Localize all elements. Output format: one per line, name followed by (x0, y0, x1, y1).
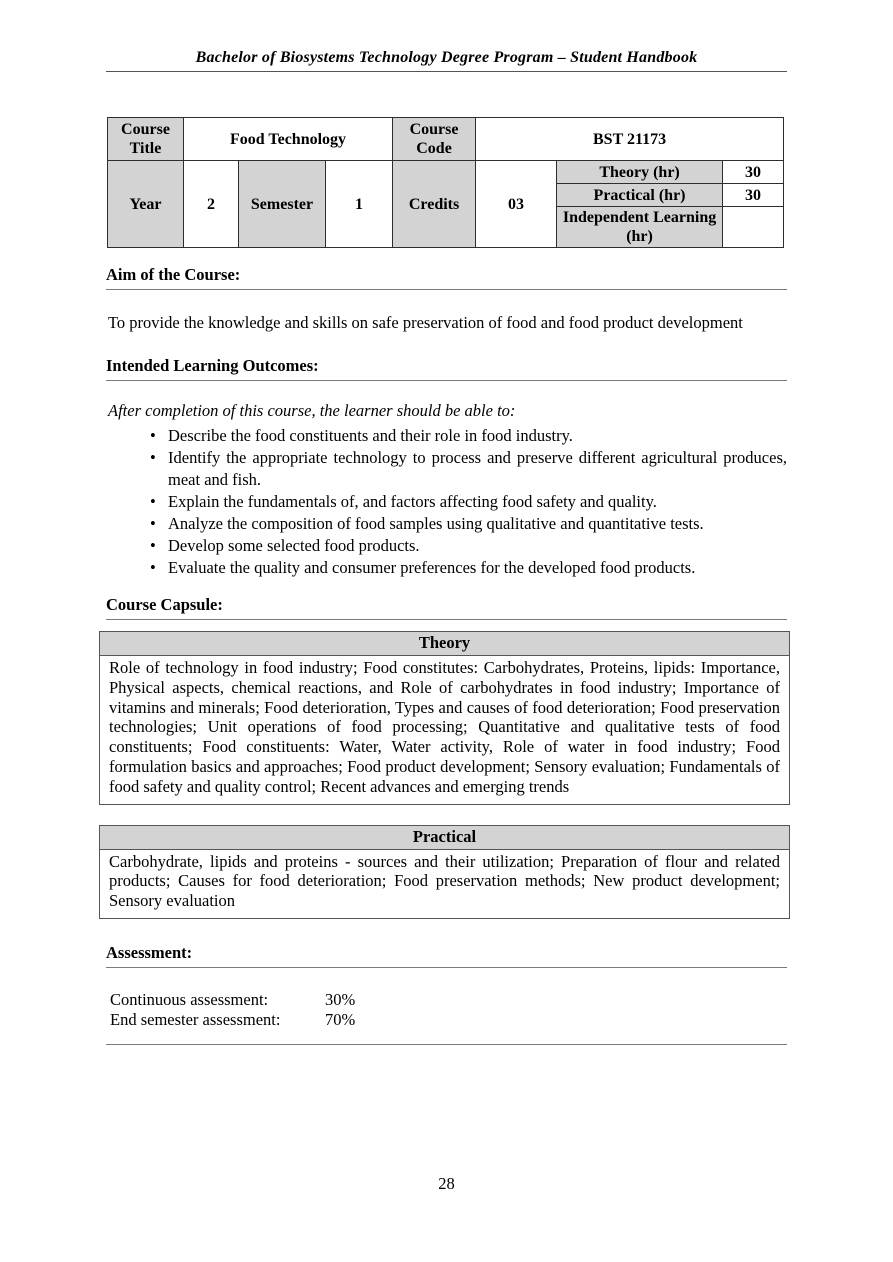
bullet-item: • Evaluate the quality and consumer preferences for the developed food products. (108, 557, 787, 579)
ilo-heading-block (106, 356, 787, 381)
credits-label: Credits (393, 161, 476, 248)
independent-learning-label: Independent Learning (hr) (557, 207, 723, 248)
theory-hours-value: 30 (723, 161, 784, 184)
aim-heading: Aim of the Course: (106, 265, 241, 284)
ilo-bullet-list (108, 425, 787, 579)
independent-learning-value (723, 207, 784, 248)
year-label: Year (108, 161, 184, 248)
header-title: Bachelor of Biosystems Technology Degree Program – Student Handbook (195, 49, 698, 66)
bullet-item: • Analyze the composition of food samples using qualitative and quantitative tests. (108, 513, 787, 535)
ilo-intro: After completion of this course, the learner should be able to: (108, 401, 516, 420)
course-capsule-heading: Course Capsule: (106, 595, 223, 614)
practical-capsule-title: Practical (100, 826, 789, 850)
theory-capsule-table (99, 631, 790, 805)
semester-label: Semester (239, 161, 326, 248)
bullet-item: • Describe the food constituents and their role in food industry. (108, 425, 787, 447)
theory-capsule-text: Role of technology in food industry; Food constitutes: Carbohydrates, Proteins, lipids: Importance, Physical aspects, chemical reactions, and Role of carbohydrates in food industry; Importance of vitamins and minerals; Food deterioration, Types and causes of food deterioration; Food preservation technologies; Unit operations of food processing; Quantitative and qualitative tests of food constituents; Food constituents: Water, Water activity, Role of water in food industry; Food formulation basics and approaches; Food product development; Sensory evaluation; Fundamentals of food safety and quality control; Recent advances and emerging trends (109, 658, 780, 796)
bullet-item: • Explain the fundamentals of, and factors affecting food safety and quality. (108, 491, 787, 513)
assessment-list (110, 990, 787, 1030)
assessment-item-value: 30% (325, 989, 356, 1009)
semester-value: 1 (326, 161, 393, 248)
ilo-heading: Intended Learning Outcomes: (106, 356, 319, 375)
aim-text: To provide the knowledge and skills on safe preservation of food and food product development (108, 313, 743, 332)
course-title-value: Food Technology (184, 118, 393, 161)
assessment-heading: Assessment: (106, 942, 193, 962)
course-info-table (107, 117, 784, 248)
assessment-item (110, 1010, 787, 1030)
course-code-label: Course Code (393, 118, 476, 161)
practical-capsule-table (99, 825, 790, 919)
assessment-item (110, 990, 787, 1010)
practical-hours-label: Practical (hr) (557, 184, 723, 207)
assessment-item-value: 70% (325, 1009, 356, 1029)
course-title-label: Course Title (108, 118, 184, 161)
practical-hours-value: 30 (723, 184, 784, 207)
year-value: 2 (184, 161, 239, 248)
theory-hours-label: Theory (hr) (557, 161, 723, 184)
bullet-item: • Develop some selected food products. (108, 535, 787, 557)
practical-capsule-text: Carbohydrate, lipids and proteins - sources and their utilization; Preparation of flour and related products; Causes for food deterioration; Food preservation methods; New product development; Sensory evaluation (109, 851, 780, 911)
section-divider (106, 1044, 787, 1045)
theory-capsule-title: Theory (100, 632, 789, 656)
page-header (106, 0, 787, 72)
assessment-item-label: End semester assessment: (110, 1009, 281, 1029)
course-code-value: BST 21173 (476, 118, 784, 161)
bullet-item: • Identify the appropriate technology to process and preserve different agricultural produces, meat and fish. (108, 447, 787, 491)
course-capsule-heading-block (106, 595, 787, 620)
assessment-heading-block (106, 943, 787, 968)
assessment-item-label: Continuous assessment: (110, 989, 269, 1009)
page-number: 28 (438, 1174, 455, 1193)
credits-value: 03 (476, 161, 557, 248)
aim-heading-block (106, 265, 787, 290)
